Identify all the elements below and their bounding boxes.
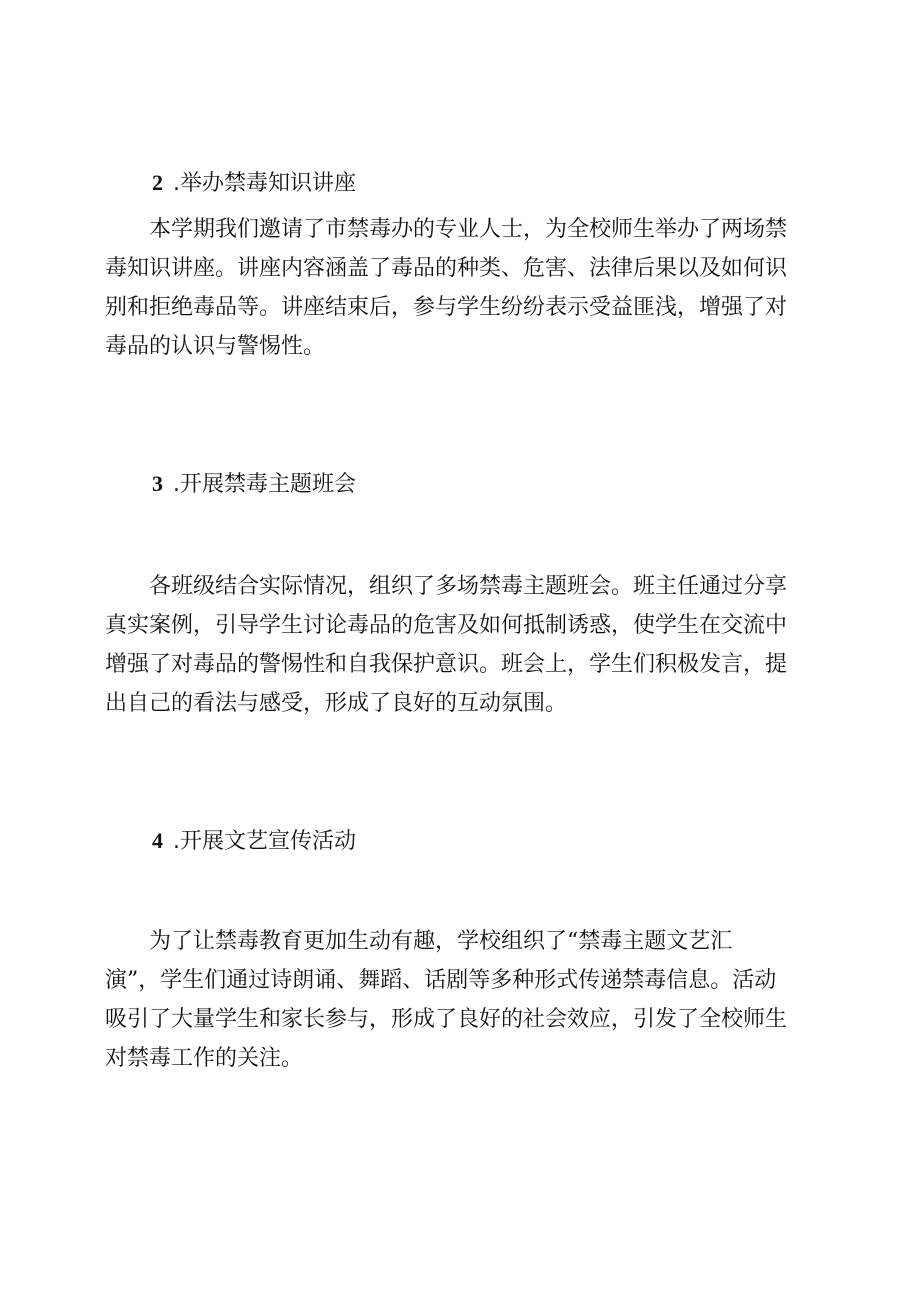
section-title: .开展文艺宣传活动	[173, 829, 356, 854]
section-paragraph-3	[105, 567, 825, 723]
paragraph-line: 吸引了大量学生和家长参与，形成了良好的社会效应，引发了全校师生	[105, 1007, 788, 1032]
paragraph-line: 增强了对毒品的警惕性和自我保护意识。班会上，学生们积极发言，提	[105, 652, 788, 677]
paragraph-line: 本学期我们邀请了市禁毒办的专业人士，为全校师生举办了两场禁	[149, 217, 788, 242]
section-heading-2	[152, 168, 356, 199]
section-paragraph-2	[105, 210, 825, 366]
paragraph-line: 毒知识讲座。讲座内容涵盖了毒品的种类、危害、法律后果以及如何识	[105, 256, 788, 281]
paragraph-line: 为了让禁毒教育更加生动有趣，学校组织了“禁毒主题文艺汇	[149, 929, 733, 954]
paragraph-line: 毒品的认识与警惕性。	[105, 334, 326, 359]
paragraph-line: 各班级结合实际情况，组织了多场禁毒主题班会。班主任通过分享	[149, 574, 788, 599]
paragraph-line: 别和拒绝毒品等。讲座结束后，参与学生纷纷表示受益匪浅，增强了对	[105, 295, 788, 320]
paragraph-line: 真实案例，引导学生讨论毒品的危害及如何抵制诱惑，使学生在交流中	[105, 613, 788, 638]
paragraph-line: 出自己的看法与感受，形成了良好的互动氛围。	[105, 691, 568, 716]
section-paragraph-4	[105, 922, 825, 1078]
paragraph-line: 演”，学生们通过诗朗诵、舞蹈、话剧等多种形式传递禁毒信息。活动	[105, 968, 777, 993]
section-title: .举办禁毒知识讲座	[173, 171, 356, 196]
section-heading-3	[152, 469, 356, 500]
section-title: .开展禁毒主题班会	[173, 472, 356, 497]
section-number: 3	[152, 471, 163, 496]
paragraph-line: 对禁毒工作的关注。	[105, 1046, 304, 1071]
section-heading-4	[152, 826, 356, 857]
section-number: 2	[152, 170, 163, 195]
section-number: 4	[152, 828, 163, 853]
